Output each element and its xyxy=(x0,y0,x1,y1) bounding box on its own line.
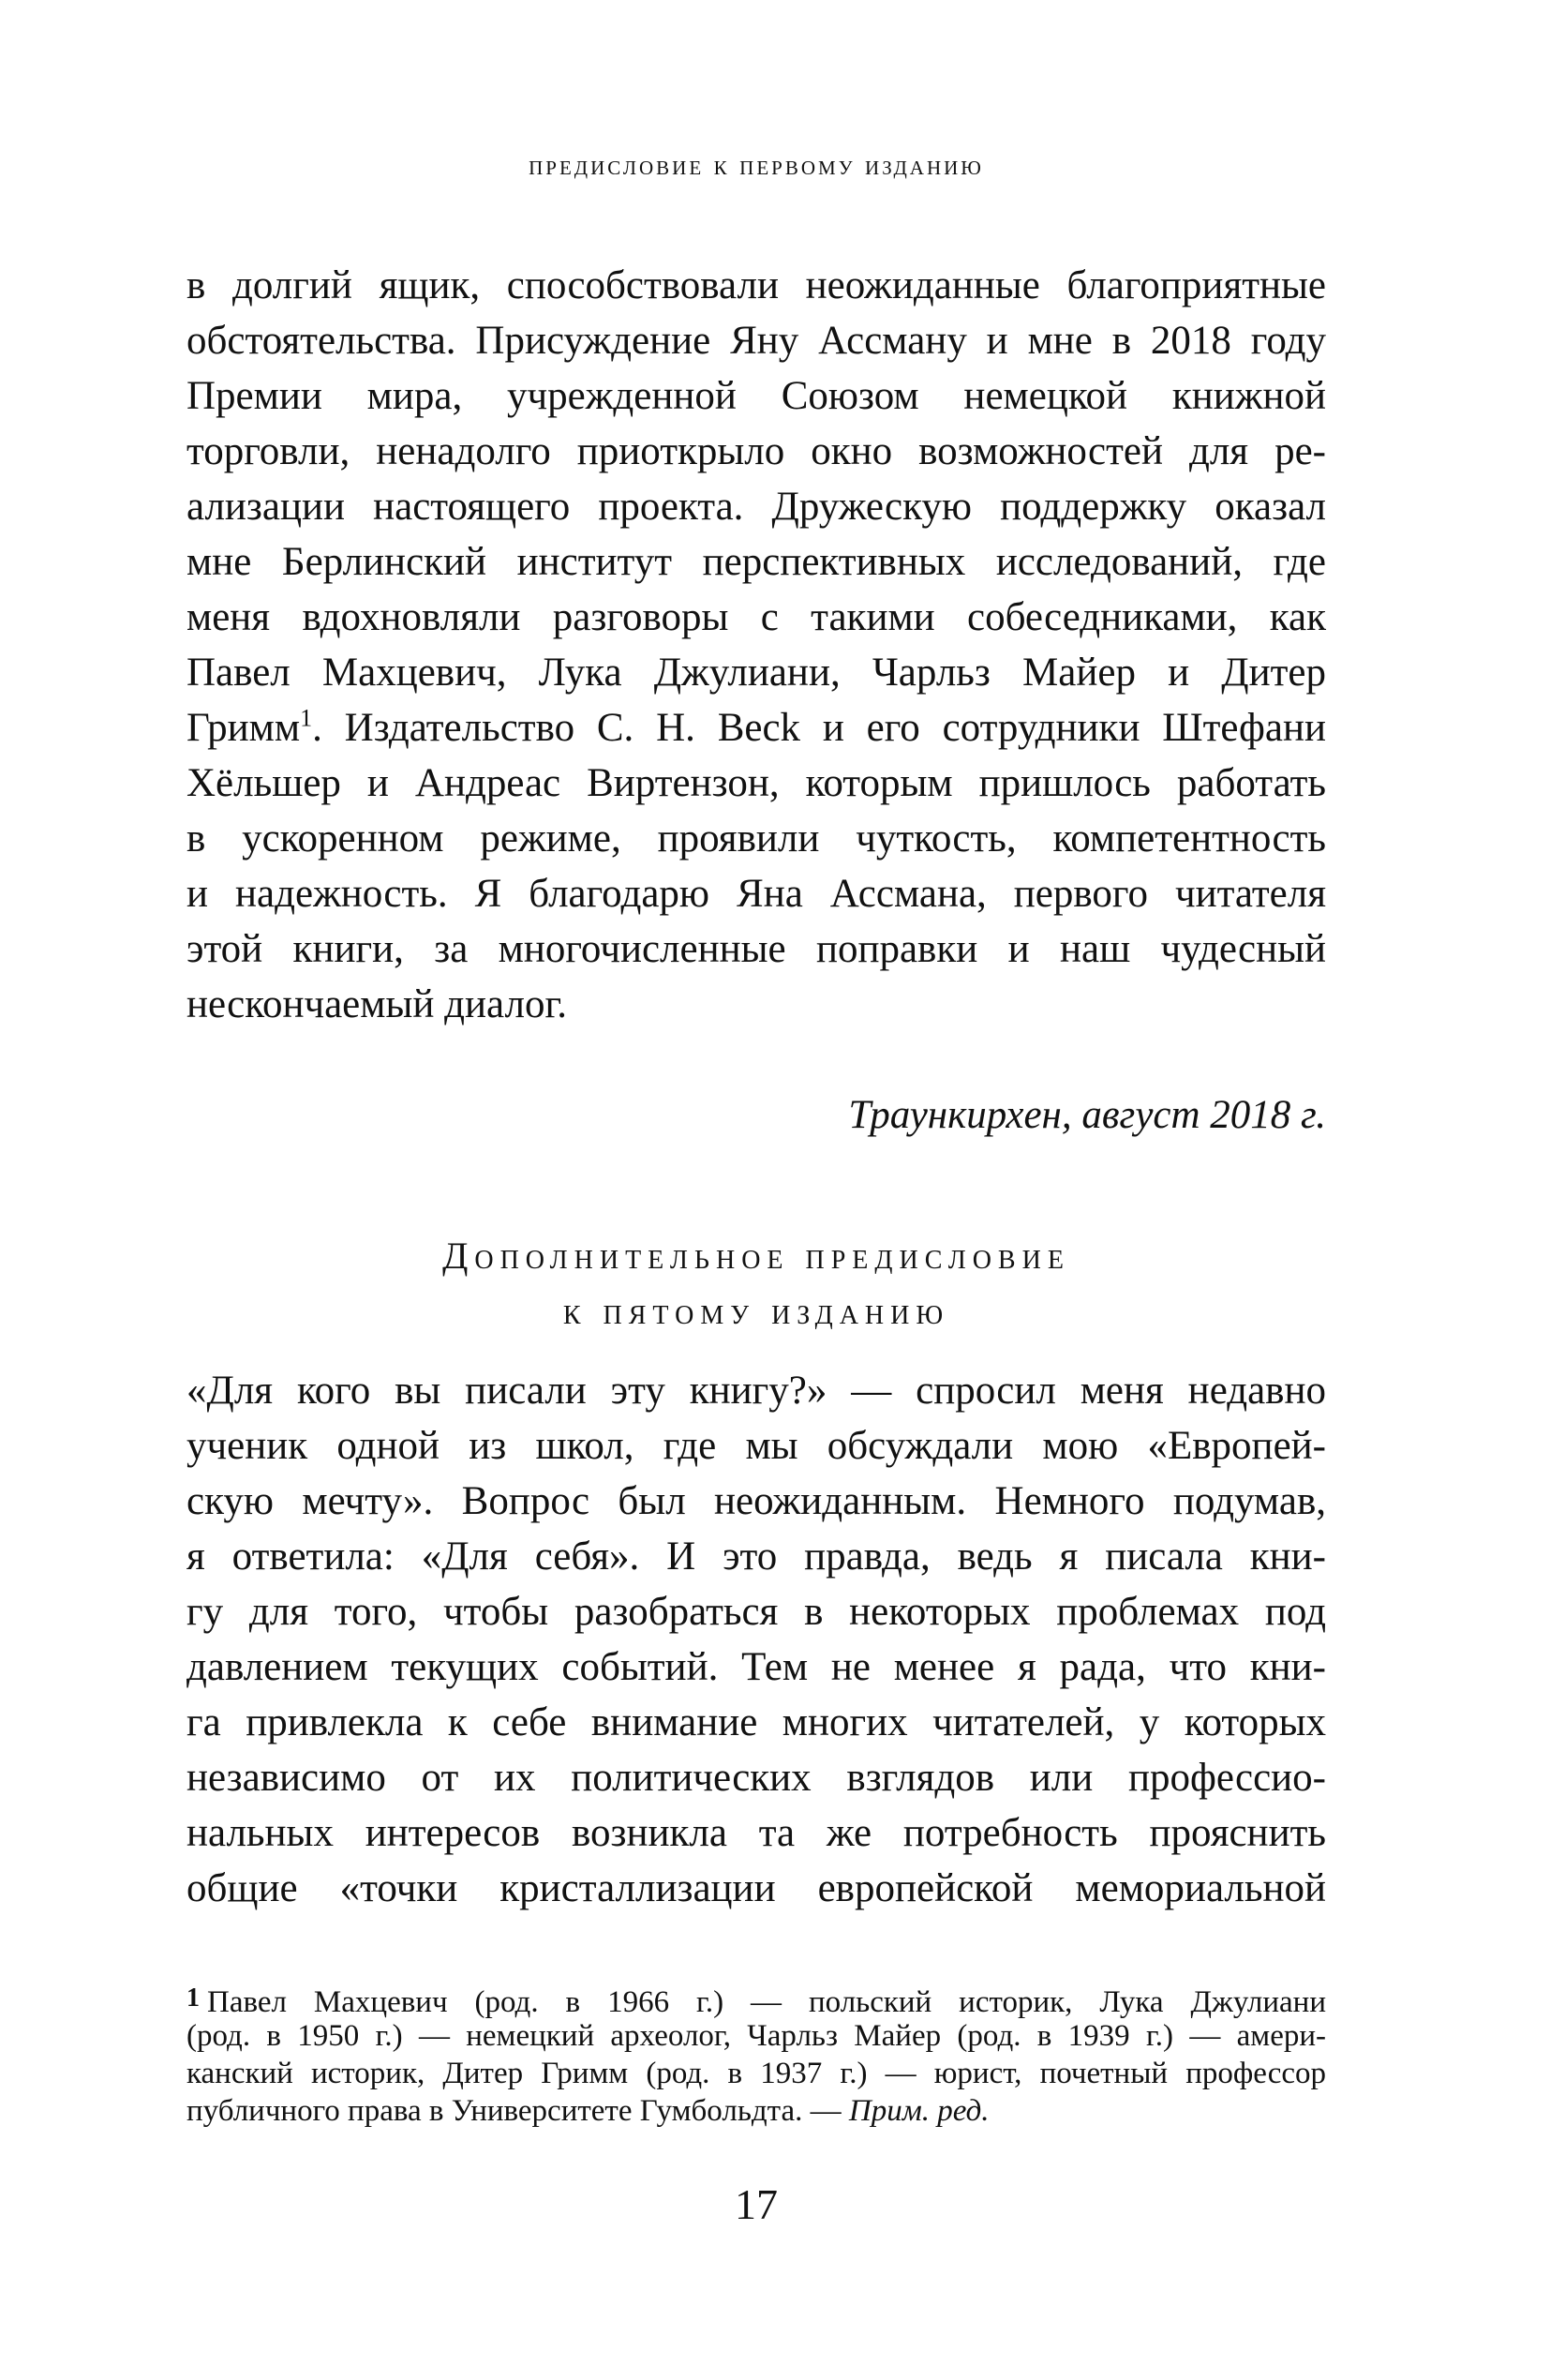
footnote-line xyxy=(186,2092,1326,2130)
text-line: мне Берлинский институт перспективных исследований, где xyxy=(186,540,1326,584)
text-line: скую мечту». Вопрос был неожиданным. Немного подумав, xyxy=(186,1479,1326,1523)
running-header: предисловие к первому изданию xyxy=(529,150,984,181)
text-line: гу для того, чтобы разобраться в некоторых проблемах под xyxy=(186,1590,1326,1634)
text-line: в долгий ящик, способствовали неожиданные благоприятные xyxy=(186,263,1326,307)
text-line: га привлекла к себе внимание многих читателей, у которых xyxy=(186,1700,1326,1744)
text-line: общие «точки кристаллизации европейской мемориальной xyxy=(186,1866,1326,1910)
text-line: Павел Махцевич, Лука Джулиани, Чарльз Майер и Дитер xyxy=(186,651,1326,695)
text-line: нальных интересов возникла та же потребность прояснить xyxy=(186,1811,1326,1855)
heading-line: Дополнительное предисловие xyxy=(442,1235,1070,1277)
footnote-line: канский историк, Дитер Гримм (род. в 1937 г.) — юрист, почетный профессор xyxy=(186,2057,1326,2090)
text-line: торговли, ненадолго приоткрыло окно возможностей для ре- xyxy=(186,429,1326,473)
text-line: Премии мира, учрежденной Союзом немецкой книжной xyxy=(186,374,1326,418)
footnote xyxy=(186,1980,1326,2130)
text-fragment: . Издательство C. H. Beck и его сотрудники Штефани xyxy=(312,706,1326,750)
text-fragment: публичного права в Университете Гумбольдта. — xyxy=(186,2094,849,2128)
text-line: я ответила: «Для себя». И это правда, ведь я писала кни- xyxy=(186,1534,1326,1579)
heading-line: к пятому изданию xyxy=(562,1290,950,1332)
text-line xyxy=(186,700,1326,756)
section-heading xyxy=(186,1228,1326,1339)
footnote-number: 1 xyxy=(186,1983,200,2013)
text-line: меня вдохновляли разговоры с такими собеседниками, как xyxy=(186,595,1326,639)
text-line: давлением текущих событий. Тем не менее я рада, что кни- xyxy=(186,1645,1326,1689)
text-line: ализации настоящего проекта. Дружескую поддержку оказал xyxy=(186,485,1326,529)
text-line: Хёльшер и Андреас Виртензон, которым пришлось работать xyxy=(186,761,1326,805)
text-fragment: Павел Махцевич (род. в 1966 г.) — польский историк, Лука Джулиани xyxy=(207,1985,1326,2019)
paragraph-1 xyxy=(186,258,1326,1032)
text-line: в ускоренном режиме, проявили чуткость, компетентность xyxy=(186,816,1326,861)
text-line: обстоятельства. Присуждение Яну Ассману и мне в 2018 году xyxy=(186,319,1326,363)
footnote-line xyxy=(186,1980,1326,2017)
paragraph-2 xyxy=(186,1363,1326,1916)
text-line: этой книги, за многочисленные поправки и наш чудесный xyxy=(186,927,1326,971)
text-line: «Для кого вы писали эту книгу?» — спросил меня недавно xyxy=(186,1369,1326,1413)
text-line: нескончаемый диалог. xyxy=(186,982,567,1026)
text-line: и надежность. Я благодарю Яна Ассмана, первого читателя xyxy=(186,872,1326,916)
text-line: независимо от их политических взглядов или профессио- xyxy=(186,1756,1326,1800)
signature: Траункирхен, август 2018 г. xyxy=(848,1093,1326,1137)
page-number: 17 xyxy=(735,2180,778,2228)
text-line: ученик одной из школ, где мы обсуждали мою «Европей- xyxy=(186,1424,1326,1468)
text-fragment: Гримм xyxy=(186,706,301,750)
editor-note: Прим. ред. xyxy=(848,2094,990,2128)
footnote-line: (род. в 1950 г.) — немецкий археолог, Чарльз Майер (род. в 1939 г.) — амери- xyxy=(186,2019,1326,2053)
footnote-reference: 1 xyxy=(300,704,313,732)
